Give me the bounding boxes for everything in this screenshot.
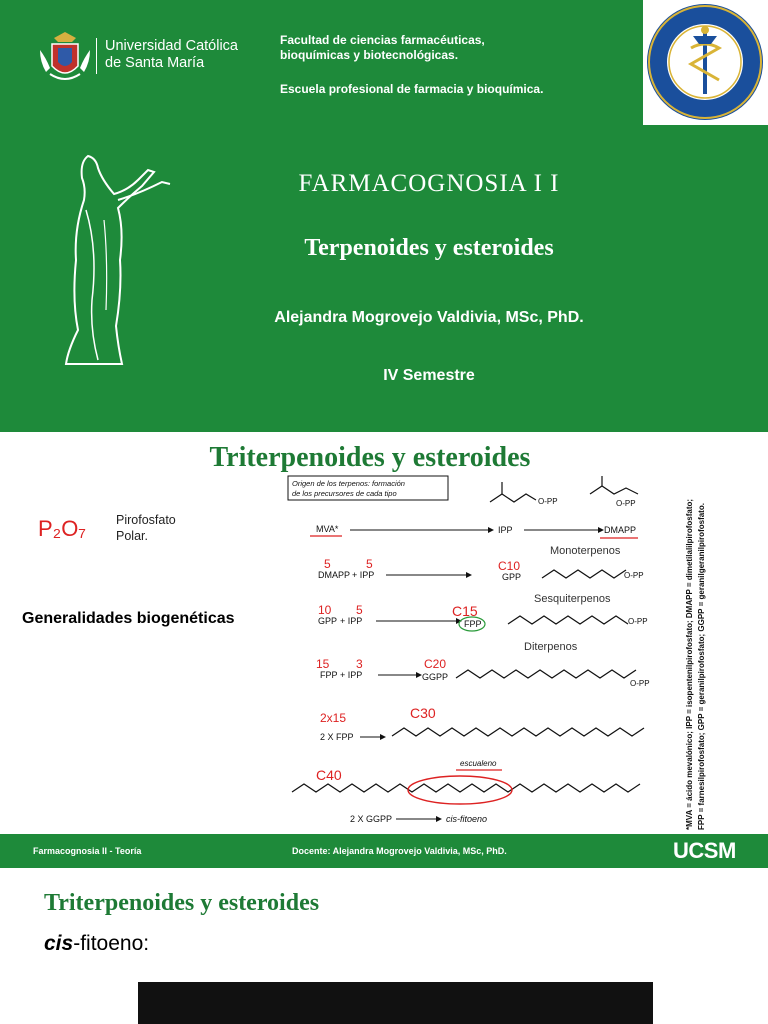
fpp-opp: O-PP [628,617,648,626]
hand-2x15: 2x15 [320,711,347,725]
hand-5a: 5 [324,557,331,571]
hand-3: 3 [356,657,363,671]
phytoene-arrowhead [436,816,442,822]
monoterpenos-label: Monoterpenos [550,545,621,557]
cis-fitoeno-slide [0,868,768,1024]
ipp-label: IPP [498,525,513,535]
squalene-arrowhead [380,734,386,740]
abbreviations-line1: *MVA = ácido mevalónico; IPP = isopentenilpirofosfato; DMAPP = dimetilalilpirofosfato; [685,498,694,830]
faculty-seal [643,0,768,125]
abbreviations-line2: FPP = farnesilpirofosfato; GPP = geranilpirofosfato; GGPP = geranilgeranilpirofosfato. [697,503,706,830]
gpp-label: GPP [502,572,522,582]
handwritten-note [36,512,96,546]
mva-label: MVA* [316,524,339,534]
ggpp-opp: O-PP [630,679,650,688]
logo-divider [96,38,97,74]
hand-5b: 5 [366,557,373,571]
ipp-opp: O-PP [538,497,558,506]
gpp-opp: O-PP [624,571,644,580]
university-line2: de Santa María [105,55,205,71]
ipp-reactant-3: + IPP [340,670,363,680]
image-placeholder [138,982,653,1024]
subtitle-rest: -fitoeno: [73,932,150,955]
terpene-biosynthesis-diagram [280,472,660,832]
dmapp-label: DMAPP [604,525,637,535]
hand-c15: C15 [452,603,478,619]
handwritten-p2o7: P₂O₇ [38,516,86,541]
pirofosfato-line1: Pirofosfato [116,513,176,527]
university-line1: Universidad Católica [105,38,238,54]
semester-label: IV Semestre [383,367,475,384]
title-slide [0,0,768,432]
abbreviations-note [652,442,722,832]
pirofosfato-line2: Polar. [116,529,148,543]
faculty-line1: Facultad de ciencias farmacéuticas, [280,33,485,47]
hand-15-sesqui: 5 [356,603,363,617]
two-x-ggpp-label: 2 X GGPP [350,814,393,824]
fpp-structure [508,616,628,624]
university-name [105,38,238,72]
origin-box-line2: de los precursores de cada tipo [292,489,397,498]
ipp-reactant-2: + IPP [340,616,363,626]
mono-arrowhead [466,572,472,578]
school-name: Escuela profesional de farmacia y bioquímica. [280,82,544,96]
ipp-reactant-1: + IPP [352,570,375,580]
dmapp-reactant: DMAPP [318,570,351,580]
subtitle-italic: cis [44,932,74,955]
faculty-name [280,33,485,63]
escualeno-label: escualeno [460,759,497,768]
gpp-reactant: GPP [318,616,338,626]
slide3-title: Triterpenoides y esteroides [44,890,320,916]
pharmacy-seal-icon [643,0,768,125]
course-title: FARMACOGNOSIA I I [298,170,560,197]
squalene-structure [392,728,644,736]
slide3-subtitle [44,932,149,956]
faculty-line2: bioquímicas y biotecnológicas. [280,48,459,62]
gpp-structure [542,570,626,578]
coat-of-arms-icon [36,28,94,86]
origin-box-line1: Origen de los terpenos: formación [292,479,405,488]
course-subtitle: Terpenoides y esteroides [304,235,554,261]
hand-c20: C20 [424,657,447,671]
hand-15: 15 [316,657,330,671]
hand-c40: C40 [316,767,342,783]
fpp-reactant: FPP [320,670,338,680]
ipp-structure [490,494,536,502]
biogenesis-slide [0,432,768,868]
author-name: Alejandra Mogrovejo Valdivia, MSc, PhD. [274,309,584,326]
footer-course: Farmacognosia II - Teoría [33,846,142,856]
hand-10: 10 [318,603,332,617]
phytoene-structure [292,784,640,792]
cis-fitoeno-label: cis-fitoeno [446,814,488,824]
hand-c30: C30 [410,705,436,721]
sesquiterpenos-label: Sesquiterpenos [534,593,611,605]
hand-c10: C10 [498,559,521,573]
cis-bond-circle [408,776,512,804]
slide-footer [0,834,768,868]
footer-teacher: Docente: Alejandra Mogrovejo Valdivia, MSc, PhD. [292,846,507,856]
slide-title: Triterpenoides y esteroides [209,442,531,473]
fpp-label: FPP [464,619,482,629]
dmapp-opp: O-PP [616,499,636,508]
generalidades-heading: Generalidades biogenéticas [22,610,235,627]
ggpp-label: GGPP [422,672,449,682]
footer-logo: UCSM [673,838,736,863]
ggpp-structure [456,670,636,678]
mva-arrowhead [488,527,494,533]
dmapp-structure [590,486,638,494]
two-x-fpp-label: 2 X FPP [320,732,354,742]
pirofosfato-note [116,512,176,544]
diterpenos-label: Diterpenos [524,641,578,653]
